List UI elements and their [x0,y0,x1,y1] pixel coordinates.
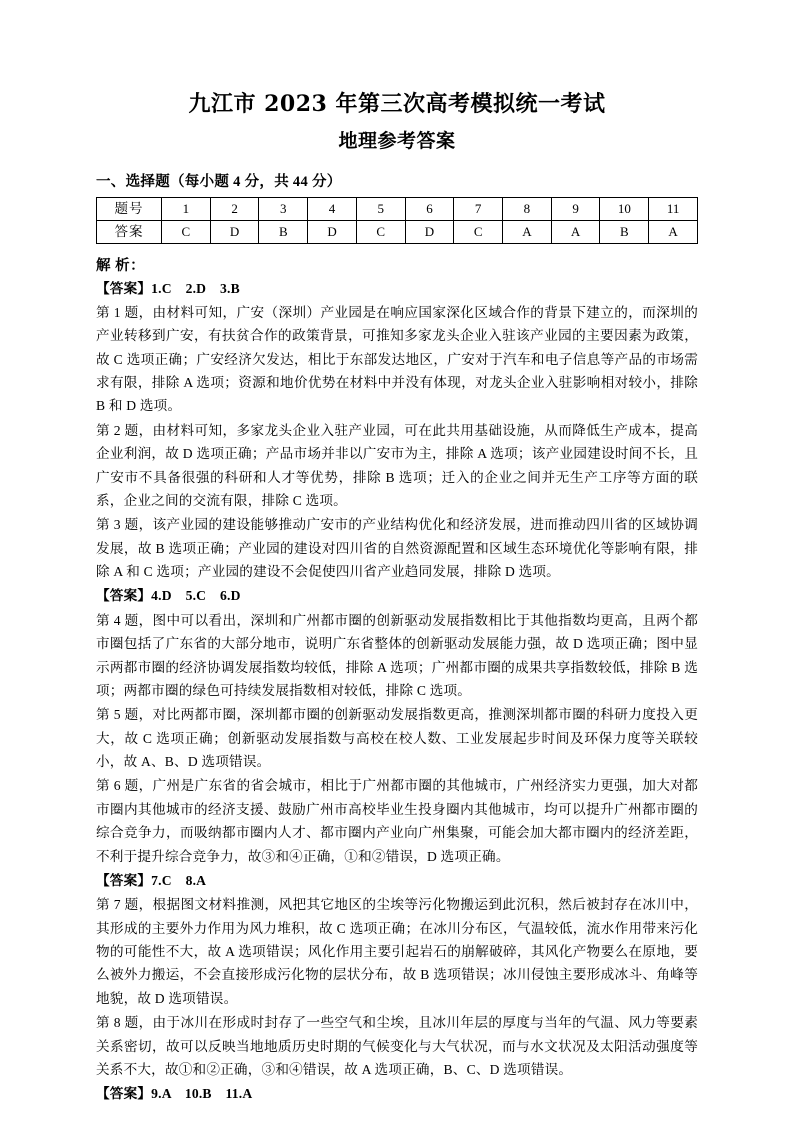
table-cell-number: 10 [600,197,649,220]
table-cell-answer: C [356,220,405,243]
table-cell-number: 6 [405,197,454,220]
table-row-question-numbers [97,197,698,220]
section-heading-choice: 一、选择题（每小题 4 分，共 44 分） [96,173,342,190]
table-cell-answer: B [259,220,308,243]
analysis-paragraph: 第 4 题，图中可以看出，深圳和广州都市圈的创新驱动发展指数相比于其他指数均更高，且两个都市圈包括了广东省的大部分地市，说明广东省整体的创新驱动发展能力强，故 D 选项正确；图中显示两都市圈的经济协调发展指数均较低，排除 A 选项；广州都市圈的成果共享指数较低，排除 B 选项；两都市圈的绿色可持续发展指数相对较低，排除 C 选项。 [96,612,698,698]
table-cell-number: 9 [551,197,600,220]
analysis-paragraph: 第 5 题，对比两都市圈，深圳都市圈的创新驱动发展指数更高，推测深圳都市圈的科研力度投入更大，故 C 选项正确；创新驱动发展指数与高校在校人数、工业发展起步时间及环保力度等关联较小，故 A、B、D 选项错误。 [96,707,698,769]
table-cell-number: 2 [210,197,259,220]
answer-line: 【答案】7.C 8.A [96,872,207,888]
page-subtitle: 地理参考答案 [338,130,456,152]
table-cell-answer: D [210,220,259,243]
analysis-paragraph: 第 2 题，由材料可知，多家龙头企业入驻产业园，可在此共用基础设施，从而降低生产成本，提高企业利润，故 D 选项正确；产品市场并非以广安市为主，排除 A 选项；该产业园建设时间不长，且广安市不具备很强的科研和人才等优势，排除 B 选项；迁入的企业之间并无生产工序等方面的联系，企业之间的交流有限，排除 C 选项。 [96,422,698,508]
answer-key-table [96,197,698,244]
row-header-question: 题号 [97,197,162,220]
table-cell-answer: D [308,220,357,243]
answer-line: 【答案】4.D 5.C 6.D [96,588,241,604]
analysis-paragraph: 第 6 题，广州是广东省的省会城市，相比于广州都市圈的其他城市，广州经济实力更强，加大对都市圈内其他城市的经济支援、鼓励广州市高校毕业生投身圈内其他城市，均可以提升广州都市圈的综合竞争力，而吸纳都市圈内人才、都市圈内产业向广州集聚，可能会加大都市圈内的经济差距，不利于提升综合竞争力，故③和④正确，①和②错误，D 选项正确。 [96,778,698,864]
table-cell-number: 1 [162,197,211,220]
analysis-paragraph: 第 3 题，该产业园的建设能够推动广安市的产业结构优化和经济发展，进而推动四川省的区域协调发展，故 B 选项正确；产业园的建设对四川省的自然资源配置和区域生态环境优化等影响有限，排除 A 和 C 选项；产业园的建设不会促使四川省产业趋同发展，排除 D 选项。 [96,517,698,579]
answer-line: 【答案】9.A 10.B 11.A [96,1086,253,1102]
table-cell-answer: A [503,220,552,243]
table-cell-number: 5 [356,197,405,220]
table-cell-answer: B [600,220,649,243]
table-cell-number: 7 [454,197,503,220]
analysis-paragraph: 第 7 题，根据图文材料推测，风把其它地区的尘埃等污化物搬运到此沉积，然后被封存在冰川中，其形成的主要外力作用为风力堆积，故 C 选项正确；在冰川分布区，气温较低，流水作用带来污化物的可能性不大，故 A 选项错误；风化作用主要引起岩石的崩解破碎，其风化产物要么在原地，要么被外力搬运，不会直接形成污化物的层状分布，故 B 选项错误；冰川侵蚀主要形成冰斗、角峰等地貌，故 D 选项错误。 [96,897,698,1006]
table-cell-answer: C [454,220,503,243]
table-cell-answer: D [405,220,454,243]
table-cell-answer: A [649,220,698,243]
table-cell-answer: C [162,220,211,243]
table-cell-number: 3 [259,197,308,220]
analysis-paragraph: 第 8 题，由于冰川在形成时封存了一些空气和尘埃，且冰川年层的厚度与当年的气温、风力等要素关系密切，故可以反映当地地质历史时期的气候变化与大气状况，而与水文状况及太阳活动强度等关系不大，故①和②正确，③和④错误，故 A 选项正确，B、C、D 选项错误。 [96,1015,698,1077]
table-cell-answer: A [551,220,600,243]
analysis-paragraph: 第 1 题，由材料可知，广安（深圳）产业园是在响应国家深化区域合作的背景下建立的，而深圳的产业转移到广安，有扶贫合作的政策背景，可推知多家龙头企业入驻该产业园的主要因素为政策，故 C 选项正确；广安经济欠发达，相比于东部发达地区，广安对于汽车和电子信息等产品的市场需求有限，排除 A 选项；资源和地价优势在材料中并没有体现，对龙头企业入驻影响相对较小，排除 B 和 D 选项。 [96,304,698,414]
page-title: 九江市 2023 年第三次高考模拟统一考试 [188,91,606,117]
table-cell-number: 8 [503,197,552,220]
table-cell-number: 11 [649,197,698,220]
answer-line: 【答案】1.C 2.D 3.B [96,280,240,296]
row-header-answer: 答案 [97,220,162,243]
table-row-answers [97,220,698,243]
analysis-body [96,277,698,1106]
analysis-heading: 解 析： [96,257,146,274]
table-cell-number: 4 [308,197,357,220]
